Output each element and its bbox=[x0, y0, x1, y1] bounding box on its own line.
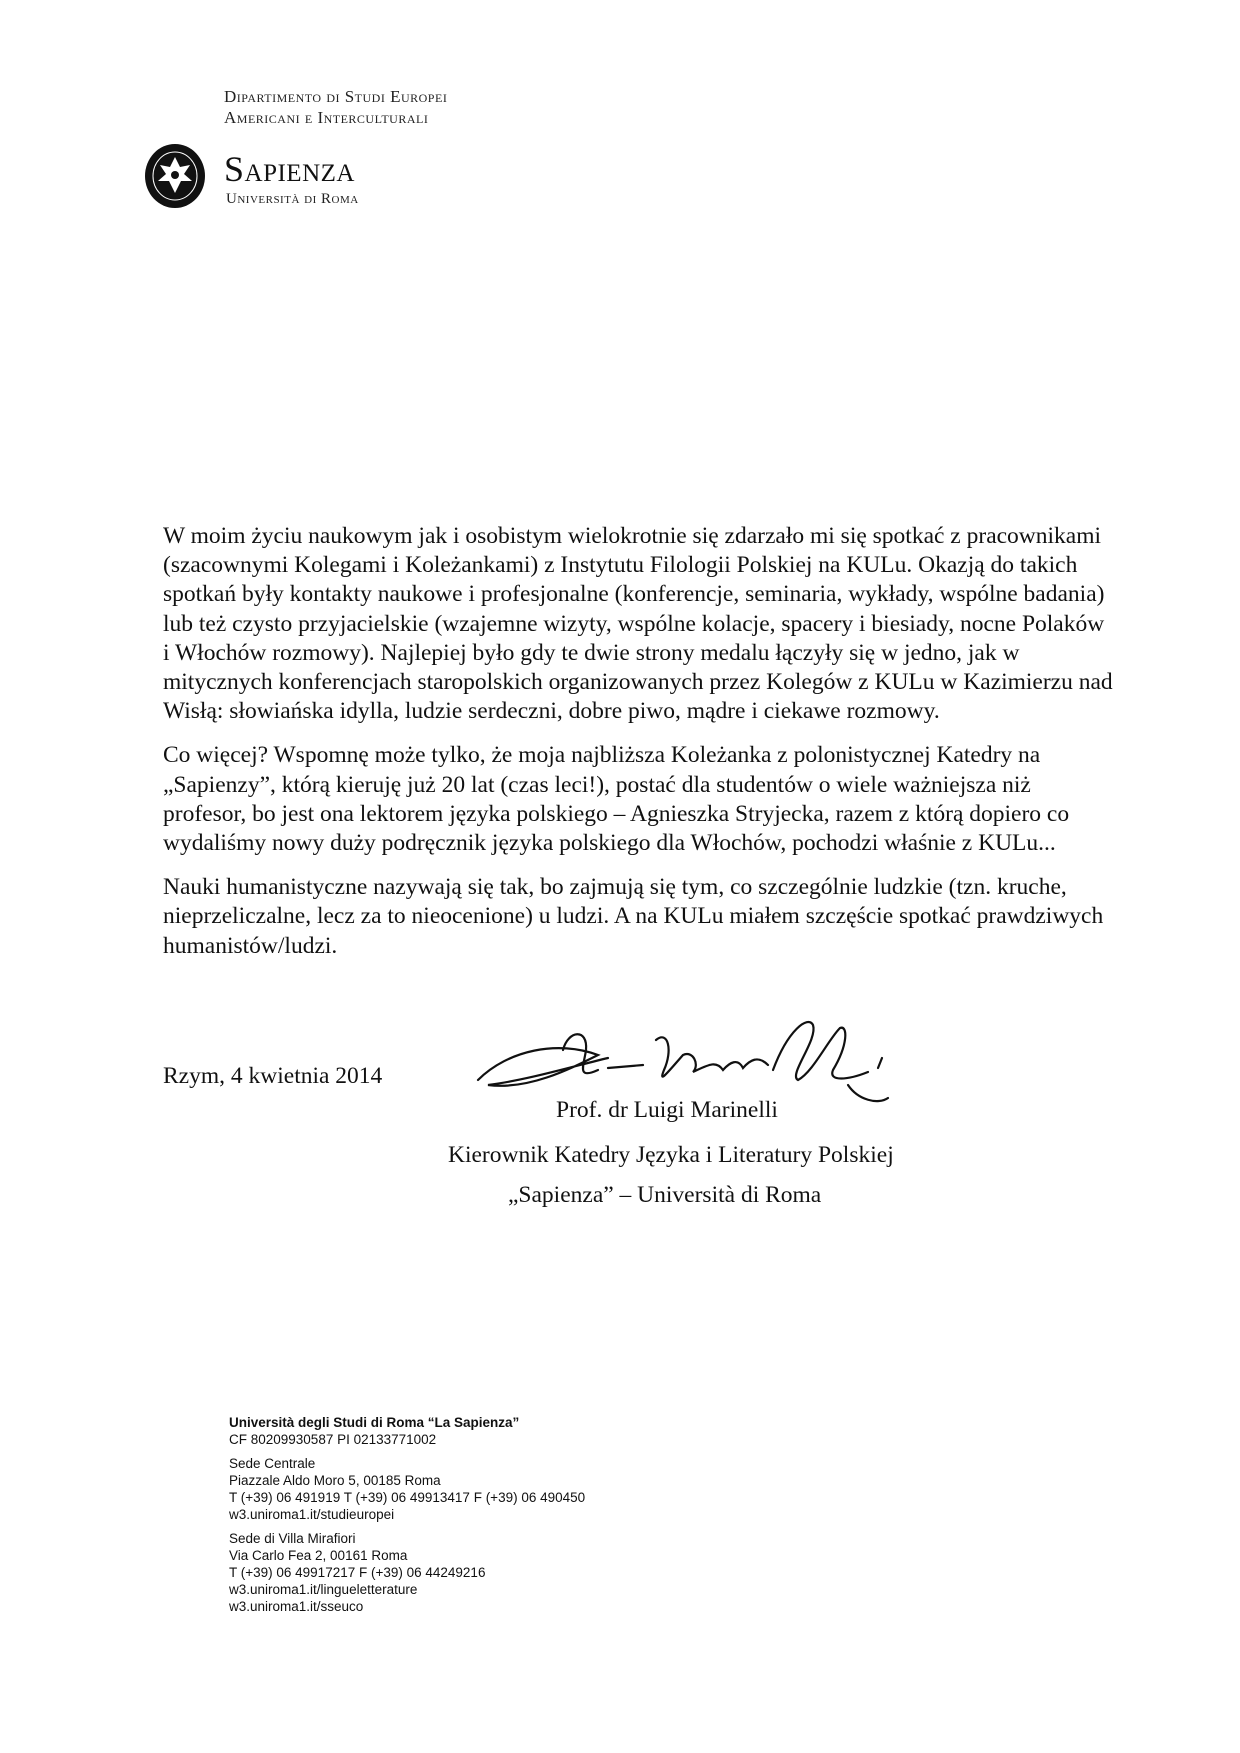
university-name: Sapienza bbox=[224, 149, 355, 189]
footer-sede-centrale-address: Piazzale Aldo Moro 5, 00185 Roma bbox=[229, 1473, 441, 1488]
department-line-1: Dipartimento di Studi Europei bbox=[224, 87, 448, 106]
footer-tax-ids: CF 80209930587 PI 02133771002 bbox=[229, 1432, 437, 1447]
paragraph-2: Co więcej? Wspomnę może tylko, że moja najbliższa Koleżanka z polonistycznej Katedry na „Sapienzy”, którą kieruję już 20 lat (czas leci!), postać dla studentów o wiele ważniejsza niż profesor, bo jest ona lektorem języka polskiego – Agnieszka Stryjecka, razem z którą dopiero co wydaliśmy nowy duży podręcznik języka polskiego dla Włochów, pochodzi właśnie z KULu... bbox=[163, 742, 1070, 857]
footer-villa-label: Sede di Villa Mirafiori bbox=[229, 1531, 356, 1546]
signatory-institution: „Sapienza” – Università di Roma bbox=[508, 1182, 822, 1208]
footer-university: Università degli Studi di Roma “La Sapienza” bbox=[229, 1415, 520, 1430]
paragraph-3: Nauki humanistyczne nazywają się tak, bo zajmują się tym, co szczególnie ludzkie (tzn. kruche, nieprzeliczalne, lecz za to nieocenione) u ludzi. A na KULu miałem szczęście spotkać prawdziwych humanistów/ludzi. bbox=[163, 874, 1104, 959]
footer-sede-centrale-phones: T (+39) 06 491919 T (+39) 06 49913417 F (+39) 06 490450 bbox=[229, 1490, 586, 1505]
signatory-role: Kierownik Katedry Języka i Literatury Polskiej bbox=[448, 1142, 894, 1168]
sapienza-emblem-icon bbox=[144, 143, 206, 209]
department-name bbox=[224, 86, 447, 128]
place-and-date: Rzym, 4 kwietnia 2014 bbox=[163, 1063, 383, 1089]
letterhead-footer bbox=[229, 1414, 585, 1622]
department-line-2: Americani e Interculturali bbox=[224, 108, 429, 127]
footer-villa-web-1: w3.uniroma1.it/lingueletterature bbox=[229, 1582, 418, 1597]
university-subtitle: Università di Roma bbox=[226, 191, 359, 207]
footer-sede-centrale-label: Sede Centrale bbox=[229, 1456, 316, 1471]
footer-sede-centrale-web: w3.uniroma1.it/studieuropei bbox=[229, 1507, 395, 1522]
footer-villa-address: Via Carlo Fea 2, 00161 Roma bbox=[229, 1548, 408, 1563]
paragraph-1: W moim życiu naukowym jak i osobistym wielokrotnie się zdarzało mi się spotkać z pracownikami (szacownymi Kolegami i Koleżankami) z Instytutu Filologii Polskiej na KULu. Okazją do takich spotkań były kontakty naukowe i profesjonalne (konferencje, seminaria, wykłady, wspólne badania) lub też czysto przyjacielskie (wzajemne wizyty, wspólne kolacje, spacery i biesiady, nocne Polaków i Włochów rozmowy). Najlepiej było gdy te dwie strony medalu łączyły się w jedno, jak w mitycznych konferencjach staropolskich organizowanych przez Kolegów z KULu w Kazimierzu nad Wisłą: słowiańska idylla, ludzie serdeczni, dobre piwo, mądre i ciekawe rozmowy. bbox=[163, 523, 1113, 725]
letter-body bbox=[163, 522, 1113, 976]
footer-villa-web-2: w3.uniroma1.it/sseuco bbox=[229, 1599, 364, 1614]
footer-villa-phones: T (+39) 06 49917217 F (+39) 06 44249216 bbox=[229, 1565, 486, 1580]
signatory-name: Prof. dr Luigi Marinelli bbox=[556, 1097, 778, 1123]
